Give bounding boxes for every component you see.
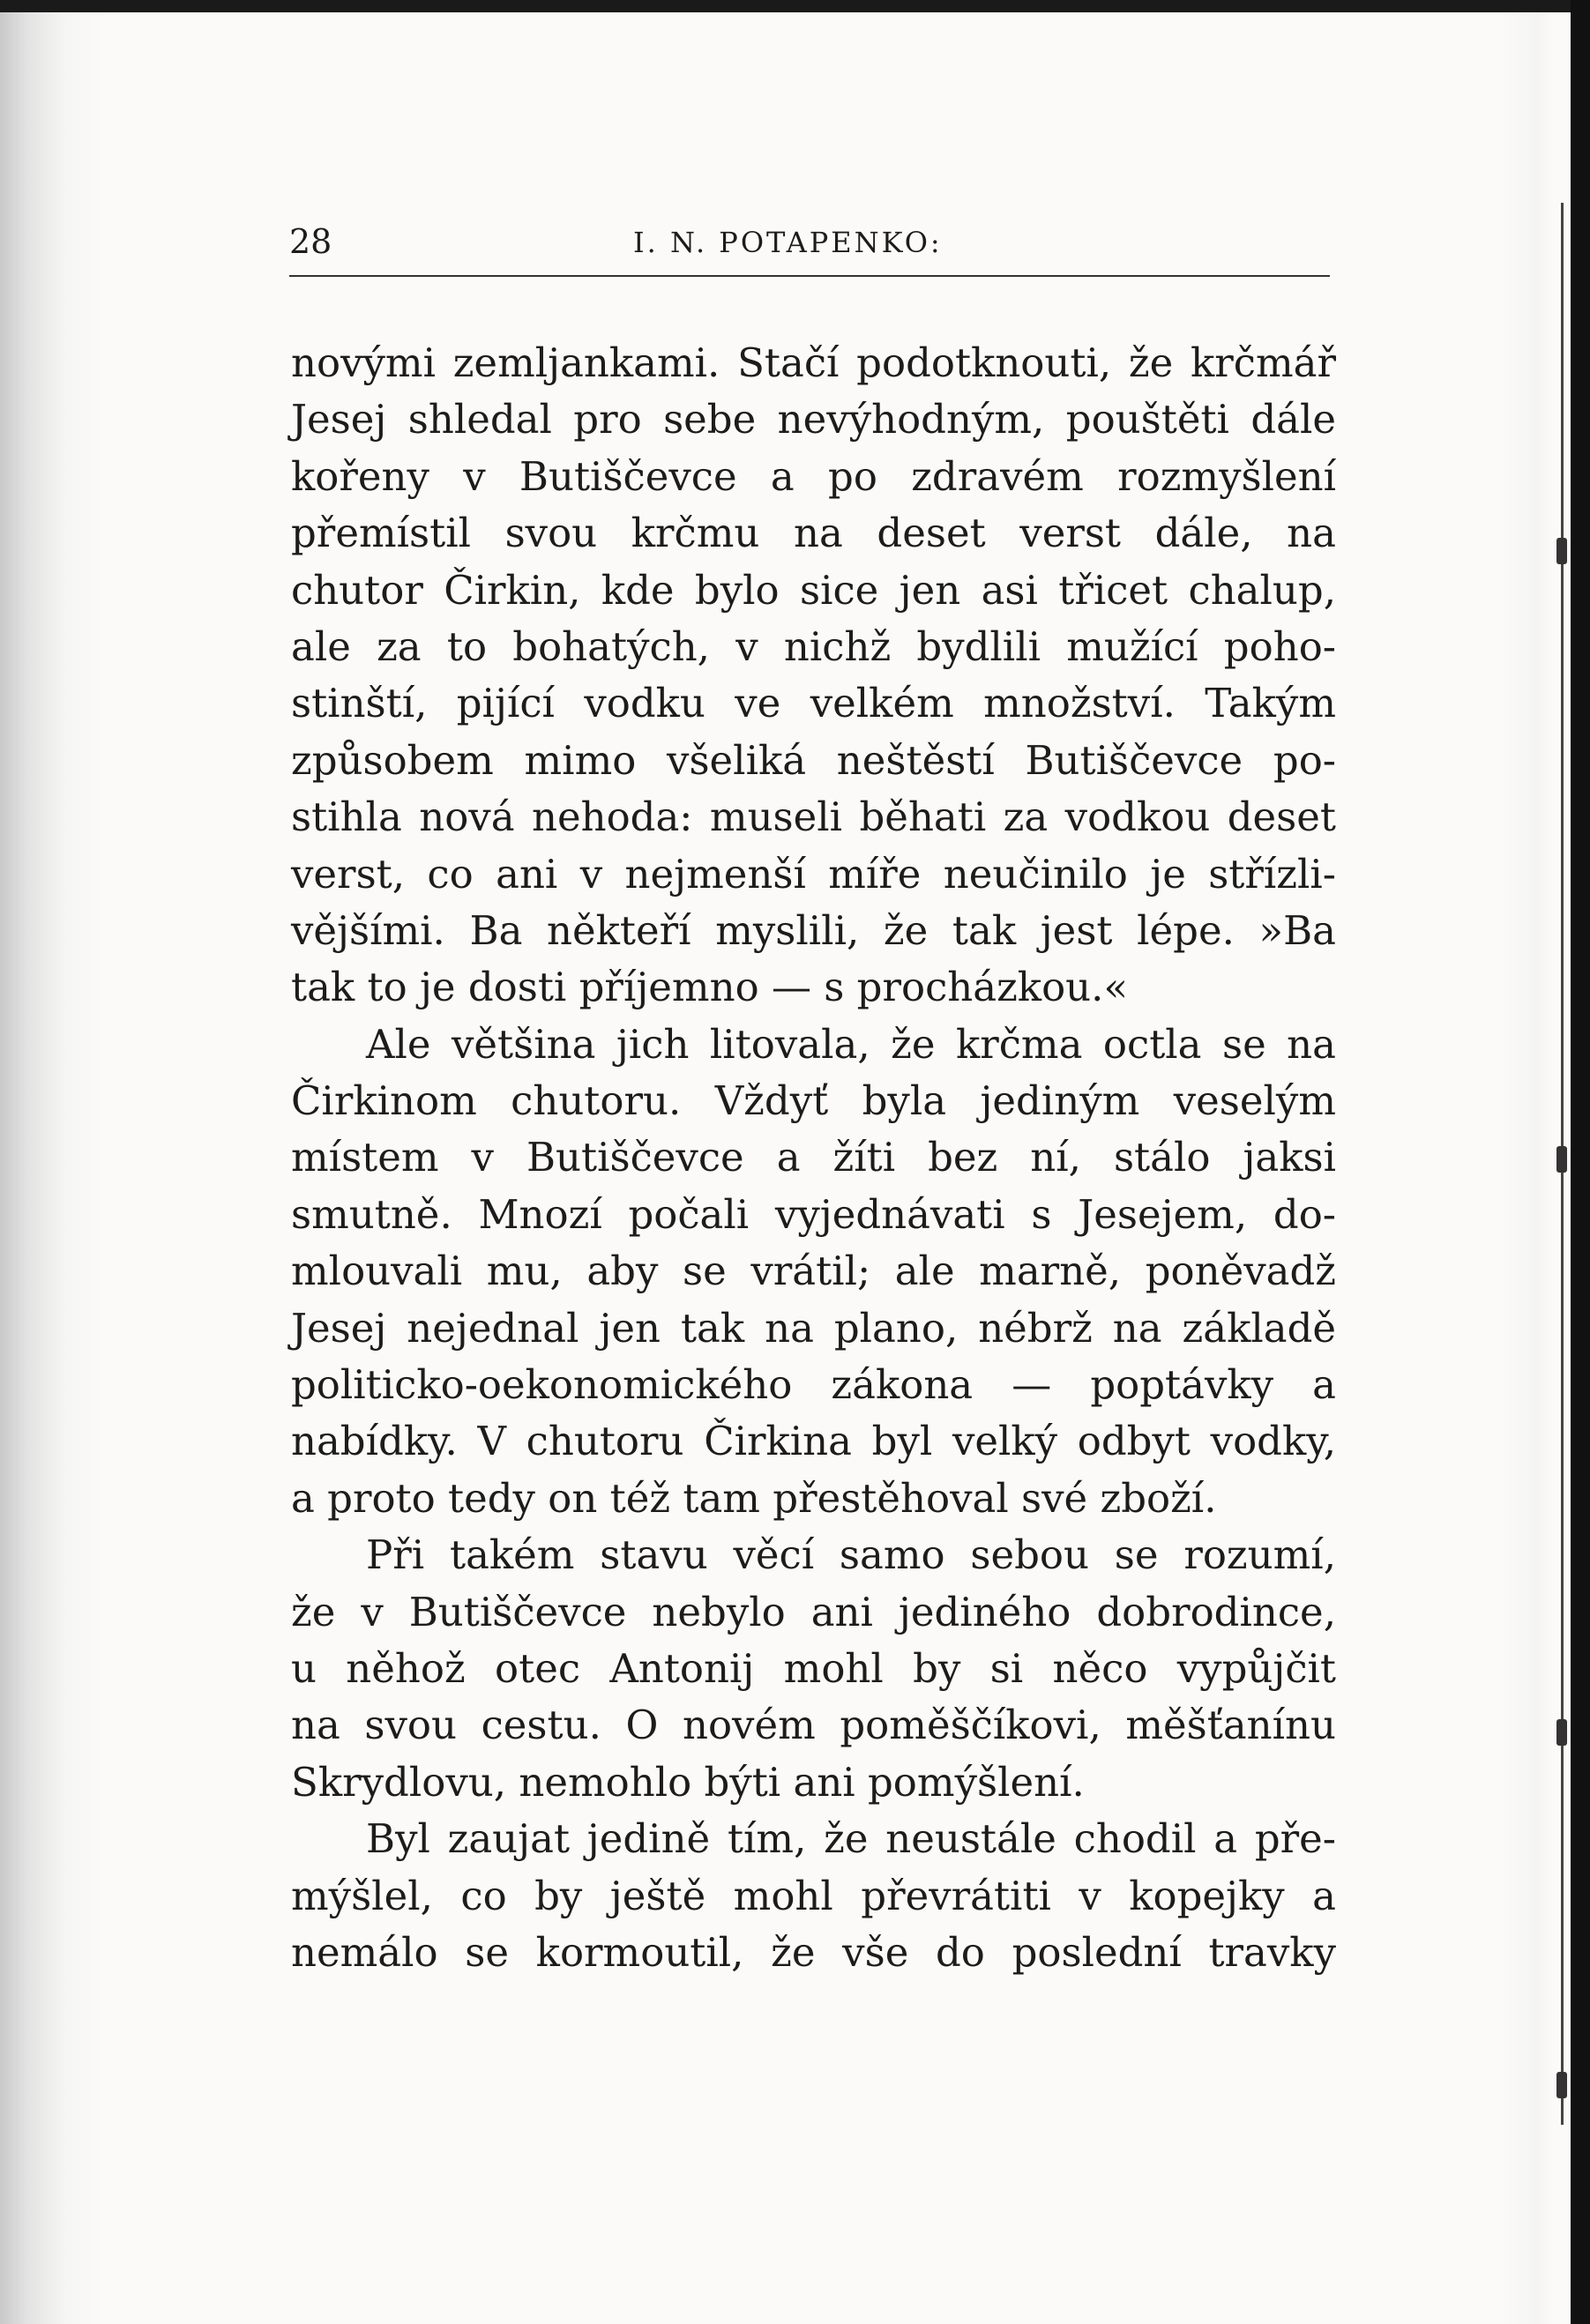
paragraph-start-line: Ale většina jich litovala, že krčma octla se na: [366, 1020, 1336, 1068]
paragraph-end-line: tak to je dosti příjemno — s procházkou.«: [291, 964, 1128, 1011]
text-line: ale za to bohatých, v nichž bydlili mužící poho-: [291, 622, 1336, 670]
running-title: I. N. POTAPENKO:: [633, 226, 943, 259]
text-line: nemálo se kormoutil, že vše do poslední travky: [291, 1928, 1336, 1976]
text-line: přemístil svou krčmu na deset verst dále, na: [291, 510, 1336, 557]
page-number: 28: [289, 222, 332, 261]
text-line: na svou cestu. O novém poměščíkovi, měšťanínu: [291, 1702, 1336, 1749]
text-line: mýšlel, co by ještě mohl převrátiti v kopejky a: [291, 1872, 1336, 1919]
text-line: způsobem mimo všeliká neštěstí Butiščevce po-: [291, 736, 1336, 784]
text-line: novými zemljankami. Stačí podotknouti, že krčmář: [291, 339, 1336, 386]
text-line: u něhož otec Antonij mohl by si něco vypůjčit: [291, 1644, 1336, 1692]
paragraph-end-line: a proto tedy on též tam přestěhoval své zboží.: [291, 1474, 1217, 1522]
text-line: mlouvali mu, aby se vrátil; ale marně, poněvadž: [291, 1248, 1336, 1295]
scan-right-border: [1571, 0, 1590, 2324]
text-line: kořeny v Butiščevce a po zdravém rozmyšlení: [291, 452, 1336, 500]
text-line: verst, co ani v nejmenší míře neučinilo je střízli-: [291, 850, 1336, 898]
text-line: stihla nová nehoda: museli běhati za vodkou deset: [291, 793, 1336, 841]
text-line: místem v Butiščevce a žíti bez ní, stálo jaksi: [291, 1134, 1336, 1181]
paragraph-start-line: Při takém stavu věcí samo sebou se rozumí,: [366, 1531, 1336, 1579]
body-text: [291, 335, 1336, 1981]
text-line: Jesej shledal pro sebe nevýhodným, pouštěti dále: [291, 396, 1336, 443]
paragraph-end-line: Skrydlovu, nemohlo býti ani pomýšlení.: [291, 1758, 1085, 1806]
text-line: smutně. Mnozí počali vyjednávati s Jesejem, do-: [291, 1190, 1336, 1238]
paragraph-start-line: Byl zaujat jedině tím, že neustále chodil a pře-: [366, 1815, 1336, 1863]
binding-mark: [1556, 538, 1567, 564]
text-line: vějšími. Ba někteří myslili, že tak jest lépe. »Ba: [291, 906, 1336, 954]
page-header: [289, 220, 1330, 277]
text-line: politicko-oekonomického zákona — poptávky a: [291, 1361, 1336, 1409]
text-line: Čirkinom chutoru. Vždyť byla jediným veselým: [291, 1077, 1336, 1125]
text-line: nabídky. V chutoru Čirkina byl velký odbyt vodky,: [291, 1418, 1336, 1465]
binding-mark: [1556, 1146, 1567, 1173]
text-line: Jesej nejednal jen tak na plano, nébrž na základě: [291, 1304, 1336, 1352]
text-line: chutor Čirkin, kde bylo sice jen asi třicet chalup,: [291, 566, 1336, 614]
binding-mark: [1556, 1719, 1567, 1746]
scan-top-edge: [0, 0, 1590, 12]
text-line: že v Butiščevce nebylo ani jediného dobrodince,: [291, 1588, 1336, 1635]
binding-mark: [1556, 2072, 1567, 2098]
text-line: stinští, pijící vodku ve velkém množství. Takým: [291, 680, 1336, 727]
